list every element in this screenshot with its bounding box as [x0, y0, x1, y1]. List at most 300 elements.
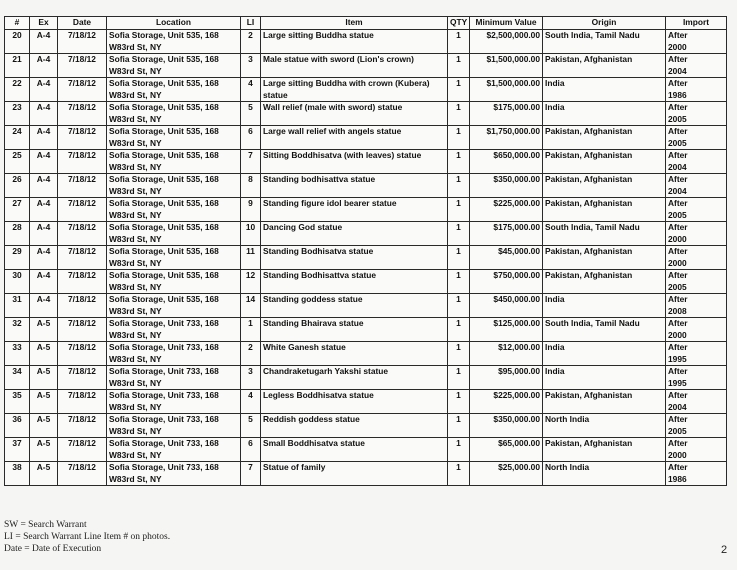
- cell-item-line: Statue of family: [263, 462, 326, 472]
- cell-import: [666, 246, 727, 270]
- cell-item: [261, 150, 448, 174]
- cell-import: [666, 78, 727, 102]
- cell-date: 7/18/12: [58, 270, 107, 294]
- cell-num: 29: [5, 246, 30, 270]
- cell-date: 7/18/12: [58, 462, 107, 486]
- cell-location: [107, 150, 241, 174]
- cell-li: 7: [241, 462, 261, 486]
- cell-location: [107, 126, 241, 150]
- cell-import-line: 1995: [668, 353, 687, 364]
- cell-li: 5: [241, 102, 261, 126]
- cell-import-line: After: [668, 78, 688, 88]
- cell-date: 7/18/12: [58, 222, 107, 246]
- cell-date: 7/18/12: [58, 342, 107, 366]
- header-origin: Origin: [543, 17, 666, 30]
- cell-location-line: W83rd St, NY: [109, 89, 162, 100]
- cell-minimum-value: $225,000.00: [470, 198, 543, 222]
- table-row: [5, 390, 727, 414]
- cell-qty: 1: [448, 318, 470, 342]
- cell-import: [666, 414, 727, 438]
- cell-location-line: W83rd St, NY: [109, 473, 162, 484]
- table-row: [5, 150, 727, 174]
- cell-li: 2: [241, 342, 261, 366]
- cell-item: [261, 390, 448, 414]
- cell-import-line: 1986: [668, 473, 687, 484]
- cell-ex: A-4: [30, 198, 58, 222]
- cell-li: 9: [241, 198, 261, 222]
- cell-qty: 1: [448, 102, 470, 126]
- cell-num: 24: [5, 126, 30, 150]
- cell-date: 7/18/12: [58, 390, 107, 414]
- cell-qty: 1: [448, 414, 470, 438]
- cell-location: [107, 222, 241, 246]
- header-num: #: [5, 17, 30, 30]
- cell-origin: India: [543, 294, 666, 318]
- cell-item-line: Large sitting Buddha with crown (Kubera): [263, 78, 430, 88]
- table-body: [5, 30, 727, 486]
- header-qty: QTY: [448, 17, 470, 30]
- cell-import: [666, 318, 727, 342]
- cell-import-line: 1986: [668, 89, 687, 100]
- cell-ex: A-4: [30, 126, 58, 150]
- cell-item: [261, 342, 448, 366]
- cell-location-line: Sofia Storage, Unit 733, 168: [109, 390, 219, 400]
- footnote-sw: SW = Search Warrant: [4, 520, 87, 530]
- cell-ex: A-4: [30, 54, 58, 78]
- cell-minimum-value: $350,000.00: [470, 414, 543, 438]
- cell-location-line: Sofia Storage, Unit 535, 168: [109, 126, 219, 136]
- cell-origin: Pakistan, Afghanistan: [543, 126, 666, 150]
- inventory-table: [4, 16, 727, 486]
- cell-item-line: Standing goddess statue: [263, 294, 363, 304]
- cell-minimum-value: $95,000.00: [470, 366, 543, 390]
- cell-li: 6: [241, 126, 261, 150]
- table-header: [5, 17, 727, 30]
- cell-location: [107, 318, 241, 342]
- cell-import-line: After: [668, 30, 688, 40]
- cell-origin: Pakistan, Afghanistan: [543, 270, 666, 294]
- cell-minimum-value: $12,000.00: [470, 342, 543, 366]
- cell-date: 7/18/12: [58, 54, 107, 78]
- cell-import-line: 2005: [668, 281, 687, 292]
- cell-qty: 1: [448, 342, 470, 366]
- cell-date: 7/18/12: [58, 414, 107, 438]
- cell-import-line: After: [668, 366, 688, 376]
- cell-qty: 1: [448, 438, 470, 462]
- cell-minimum-value: $2,500,000.00: [470, 30, 543, 54]
- cell-location-line: Sofia Storage, Unit 535, 168: [109, 246, 219, 256]
- table-row: [5, 366, 727, 390]
- cell-origin: Pakistan, Afghanistan: [543, 54, 666, 78]
- cell-import: [666, 270, 727, 294]
- cell-import-line: After: [668, 342, 688, 352]
- cell-import-line: After: [668, 126, 688, 136]
- cell-import-line: 1995: [668, 377, 687, 388]
- header-date: Date: [58, 17, 107, 30]
- cell-item-line: Large sitting Buddha statue: [263, 30, 374, 40]
- cell-date: 7/18/12: [58, 126, 107, 150]
- cell-location-line: Sofia Storage, Unit 733, 168: [109, 414, 219, 424]
- cell-date: 7/18/12: [58, 30, 107, 54]
- cell-import-line: 2004: [668, 401, 687, 412]
- cell-location: [107, 342, 241, 366]
- cell-location: [107, 198, 241, 222]
- cell-location: [107, 366, 241, 390]
- cell-minimum-value: $25,000.00: [470, 462, 543, 486]
- table-row: [5, 294, 727, 318]
- table-row: [5, 102, 727, 126]
- cell-minimum-value: $350,000.00: [470, 174, 543, 198]
- cell-origin: North India: [543, 414, 666, 438]
- cell-li: 1: [241, 318, 261, 342]
- cell-import: [666, 174, 727, 198]
- cell-location-line: W83rd St, NY: [109, 449, 162, 460]
- cell-origin: Pakistan, Afghanistan: [543, 438, 666, 462]
- cell-import-line: 2000: [668, 329, 687, 340]
- cell-import-line: After: [668, 414, 688, 424]
- cell-origin: Pakistan, Afghanistan: [543, 150, 666, 174]
- cell-num: 21: [5, 54, 30, 78]
- cell-location-line: Sofia Storage, Unit 535, 168: [109, 78, 219, 88]
- cell-num: 23: [5, 102, 30, 126]
- cell-location: [107, 390, 241, 414]
- cell-li: 6: [241, 438, 261, 462]
- cell-li: 4: [241, 78, 261, 102]
- cell-num: 34: [5, 366, 30, 390]
- cell-qty: 1: [448, 126, 470, 150]
- cell-origin: Pakistan, Afghanistan: [543, 174, 666, 198]
- table-row: [5, 78, 727, 102]
- header-location: Location: [107, 17, 241, 30]
- cell-ex: A-5: [30, 366, 58, 390]
- cell-location-line: W83rd St, NY: [109, 185, 162, 196]
- cell-minimum-value: $650,000.00: [470, 150, 543, 174]
- cell-ex: A-5: [30, 390, 58, 414]
- cell-num: 35: [5, 390, 30, 414]
- cell-item-line: Small Boddhisatva statue: [263, 438, 365, 448]
- cell-item-line: Reddish goddess statue: [263, 414, 360, 424]
- cell-import-line: 2005: [668, 113, 687, 124]
- cell-date: 7/18/12: [58, 438, 107, 462]
- cell-li: 8: [241, 174, 261, 198]
- cell-import-line: After: [668, 390, 688, 400]
- cell-import: [666, 294, 727, 318]
- cell-location-line: Sofia Storage, Unit 535, 168: [109, 102, 219, 112]
- cell-qty: 1: [448, 462, 470, 486]
- cell-num: 28: [5, 222, 30, 246]
- cell-item-line: Sitting Boddhisatva (with leaves) statue: [263, 150, 422, 160]
- cell-date: 7/18/12: [58, 246, 107, 270]
- cell-minimum-value: $125,000.00: [470, 318, 543, 342]
- cell-origin: Pakistan, Afghanistan: [543, 390, 666, 414]
- cell-item-line: Dancing God statue: [263, 222, 343, 232]
- cell-ex: A-5: [30, 414, 58, 438]
- cell-import-line: 2008: [668, 305, 687, 316]
- cell-date: 7/18/12: [58, 150, 107, 174]
- page-number: 2: [721, 544, 728, 556]
- cell-li: 2: [241, 30, 261, 54]
- cell-li: 11: [241, 246, 261, 270]
- cell-import-line: 2005: [668, 425, 687, 436]
- cell-import: [666, 126, 727, 150]
- cell-location-line: Sofia Storage, Unit 535, 168: [109, 30, 219, 40]
- cell-location: [107, 30, 241, 54]
- cell-location-line: W83rd St, NY: [109, 41, 162, 52]
- cell-li: 7: [241, 150, 261, 174]
- cell-location-line: W83rd St, NY: [109, 401, 162, 412]
- cell-qty: 1: [448, 222, 470, 246]
- cell-num: 31: [5, 294, 30, 318]
- cell-minimum-value: $65,000.00: [470, 438, 543, 462]
- cell-import-line: After: [668, 174, 688, 184]
- cell-qty: 1: [448, 78, 470, 102]
- cell-li: 3: [241, 54, 261, 78]
- cell-location-line: W83rd St, NY: [109, 209, 162, 220]
- cell-minimum-value: $175,000.00: [470, 222, 543, 246]
- cell-ex: A-5: [30, 438, 58, 462]
- cell-origin: South India, Tamil Nadu: [543, 30, 666, 54]
- cell-import-line: 2005: [668, 209, 687, 220]
- cell-location-line: Sofia Storage, Unit 535, 168: [109, 174, 219, 184]
- cell-location: [107, 270, 241, 294]
- cell-minimum-value: $225,000.00: [470, 390, 543, 414]
- cell-num: 25: [5, 150, 30, 174]
- table-row: [5, 198, 727, 222]
- cell-qty: 1: [448, 294, 470, 318]
- cell-import-line: After: [668, 198, 688, 208]
- cell-location: [107, 174, 241, 198]
- cell-location-line: W83rd St, NY: [109, 65, 162, 76]
- cell-date: 7/18/12: [58, 366, 107, 390]
- cell-date: 7/18/12: [58, 294, 107, 318]
- cell-ex: A-4: [30, 222, 58, 246]
- cell-item-line: Standing bodhisattva statue: [263, 174, 376, 184]
- cell-item: [261, 78, 448, 102]
- cell-qty: 1: [448, 150, 470, 174]
- cell-import-line: After: [668, 438, 688, 448]
- cell-location: [107, 414, 241, 438]
- cell-item: [261, 198, 448, 222]
- header-minimum-value: Minimum Value: [470, 17, 543, 30]
- cell-import-line: After: [668, 294, 688, 304]
- cell-location: [107, 462, 241, 486]
- table-row: [5, 246, 727, 270]
- cell-location: [107, 294, 241, 318]
- cell-import-line: After: [668, 318, 688, 328]
- cell-location-line: Sofia Storage, Unit 733, 168: [109, 366, 219, 376]
- cell-import-line: 2000: [668, 257, 687, 268]
- cell-origin: India: [543, 78, 666, 102]
- cell-item-line: Legless Boddhisatva statue: [263, 390, 374, 400]
- cell-ex: A-4: [30, 174, 58, 198]
- cell-minimum-value: $1,500,000.00: [470, 54, 543, 78]
- cell-num: 27: [5, 198, 30, 222]
- cell-location-line: Sofia Storage, Unit 535, 168: [109, 222, 219, 232]
- cell-minimum-value: $450,000.00: [470, 294, 543, 318]
- cell-item: [261, 246, 448, 270]
- cell-minimum-value: $1,500,000.00: [470, 78, 543, 102]
- cell-location-line: W83rd St, NY: [109, 377, 162, 388]
- cell-import-line: After: [668, 150, 688, 160]
- cell-import: [666, 438, 727, 462]
- cell-origin: India: [543, 342, 666, 366]
- footnote-li: LI = Search Warrant Line Item # on photos.: [4, 532, 171, 542]
- cell-import-line: 2004: [668, 65, 687, 76]
- cell-minimum-value: $1,750,000.00: [470, 126, 543, 150]
- cell-location-line: Sofia Storage, Unit 535, 168: [109, 54, 219, 64]
- cell-import-line: 2004: [668, 161, 687, 172]
- cell-location-line: W83rd St, NY: [109, 425, 162, 436]
- cell-num: 26: [5, 174, 30, 198]
- cell-location-line: Sofia Storage, Unit 535, 168: [109, 270, 219, 280]
- cell-li: 4: [241, 390, 261, 414]
- cell-ex: A-4: [30, 102, 58, 126]
- table-row: [5, 54, 727, 78]
- table-row: [5, 342, 727, 366]
- cell-import: [666, 462, 727, 486]
- table-row: [5, 462, 727, 486]
- cell-item: [261, 294, 448, 318]
- cell-origin: Pakistan, Afghanistan: [543, 246, 666, 270]
- cell-item: [261, 438, 448, 462]
- cell-item-line: Large wall relief with angels statue: [263, 126, 402, 136]
- cell-item: [261, 414, 448, 438]
- cell-minimum-value: $45,000.00: [470, 246, 543, 270]
- cell-ex: A-4: [30, 270, 58, 294]
- cell-import-line: After: [668, 270, 688, 280]
- cell-location-line: W83rd St, NY: [109, 329, 162, 340]
- cell-import-line: 2000: [668, 449, 687, 460]
- cell-location: [107, 438, 241, 462]
- cell-num: 37: [5, 438, 30, 462]
- table-row: [5, 438, 727, 462]
- cell-location-line: W83rd St, NY: [109, 353, 162, 364]
- cell-origin: India: [543, 102, 666, 126]
- cell-origin: North India: [543, 462, 666, 486]
- cell-location-line: W83rd St, NY: [109, 281, 162, 292]
- cell-import-line: 2004: [668, 185, 687, 196]
- cell-location-line: W83rd St, NY: [109, 257, 162, 268]
- table-row: [5, 222, 727, 246]
- cell-item: [261, 174, 448, 198]
- cell-location-line: Sofia Storage, Unit 733, 168: [109, 318, 219, 328]
- cell-item-line: Standing Bhairava statue: [263, 318, 364, 328]
- cell-item: [261, 270, 448, 294]
- table-row: [5, 414, 727, 438]
- cell-import: [666, 390, 727, 414]
- cell-import: [666, 198, 727, 222]
- header-import: Import: [666, 17, 727, 30]
- cell-location-line: W83rd St, NY: [109, 137, 162, 148]
- footnotes: [4, 519, 170, 555]
- cell-qty: 1: [448, 246, 470, 270]
- cell-date: 7/18/12: [58, 198, 107, 222]
- cell-location-line: Sofia Storage, Unit 535, 168: [109, 150, 219, 160]
- cell-item: [261, 462, 448, 486]
- table-row: [5, 30, 727, 54]
- header-item: Item: [261, 17, 448, 30]
- cell-item-line: Male statue with sword (Lion's crown): [263, 54, 414, 64]
- cell-item: [261, 126, 448, 150]
- cell-li: 10: [241, 222, 261, 246]
- cell-num: 33: [5, 342, 30, 366]
- cell-item-line: Standing Bodhisatva statue: [263, 246, 374, 256]
- cell-import-line: 2005: [668, 137, 687, 148]
- table-row: [5, 270, 727, 294]
- cell-location-line: W83rd St, NY: [109, 113, 162, 124]
- cell-ex: A-4: [30, 294, 58, 318]
- cell-li: 5: [241, 414, 261, 438]
- cell-import: [666, 102, 727, 126]
- header-li: LI: [241, 17, 261, 30]
- cell-import-line: After: [668, 54, 688, 64]
- cell-item-line: White Ganesh statue: [263, 342, 346, 352]
- cell-ex: A-4: [30, 78, 58, 102]
- cell-item-line: Wall relief (male with sword) statue: [263, 102, 403, 112]
- cell-item: [261, 54, 448, 78]
- cell-import: [666, 366, 727, 390]
- cell-item: [261, 222, 448, 246]
- cell-origin: Pakistan, Afghanistan: [543, 198, 666, 222]
- cell-item: [261, 366, 448, 390]
- cell-location-line: W83rd St, NY: [109, 305, 162, 316]
- cell-date: 7/18/12: [58, 174, 107, 198]
- header-row: [5, 17, 727, 30]
- cell-location-line: Sofia Storage, Unit 535, 168: [109, 294, 219, 304]
- cell-qty: 1: [448, 366, 470, 390]
- cell-import-line: 2000: [668, 233, 687, 244]
- table-row: [5, 318, 727, 342]
- cell-date: 7/18/12: [58, 78, 107, 102]
- cell-date: 7/18/12: [58, 102, 107, 126]
- cell-location-line: W83rd St, NY: [109, 161, 162, 172]
- cell-li: 3: [241, 366, 261, 390]
- cell-item-line: Chandraketugarh Yakshi statue: [263, 366, 389, 376]
- cell-origin: South India, Tamil Nadu: [543, 318, 666, 342]
- cell-num: 32: [5, 318, 30, 342]
- cell-location: [107, 54, 241, 78]
- cell-num: 30: [5, 270, 30, 294]
- cell-import: [666, 342, 727, 366]
- cell-ex: A-4: [30, 246, 58, 270]
- header-ex: Ex: [30, 17, 58, 30]
- cell-item-line: statue: [263, 89, 288, 100]
- cell-import: [666, 54, 727, 78]
- cell-import-line: After: [668, 102, 688, 112]
- cell-import-line: 2000: [668, 41, 687, 52]
- cell-location: [107, 246, 241, 270]
- cell-li: 14: [241, 294, 261, 318]
- cell-ex: A-5: [30, 318, 58, 342]
- table-row: [5, 126, 727, 150]
- cell-item-line: Standing figure idol bearer statue: [263, 198, 397, 208]
- cell-import: [666, 30, 727, 54]
- cell-ex: A-5: [30, 462, 58, 486]
- cell-location-line: Sofia Storage, Unit 733, 168: [109, 462, 219, 472]
- cell-minimum-value: $750,000.00: [470, 270, 543, 294]
- cell-location-line: Sofia Storage, Unit 733, 168: [109, 438, 219, 448]
- cell-import-line: After: [668, 222, 688, 232]
- cell-qty: 1: [448, 30, 470, 54]
- cell-li: 12: [241, 270, 261, 294]
- cell-location: [107, 78, 241, 102]
- cell-item: [261, 318, 448, 342]
- cell-location-line: W83rd St, NY: [109, 233, 162, 244]
- cell-ex: A-4: [30, 30, 58, 54]
- footnote-date: Date = Date of Execution: [4, 544, 102, 554]
- table-row: [5, 174, 727, 198]
- cell-import: [666, 222, 727, 246]
